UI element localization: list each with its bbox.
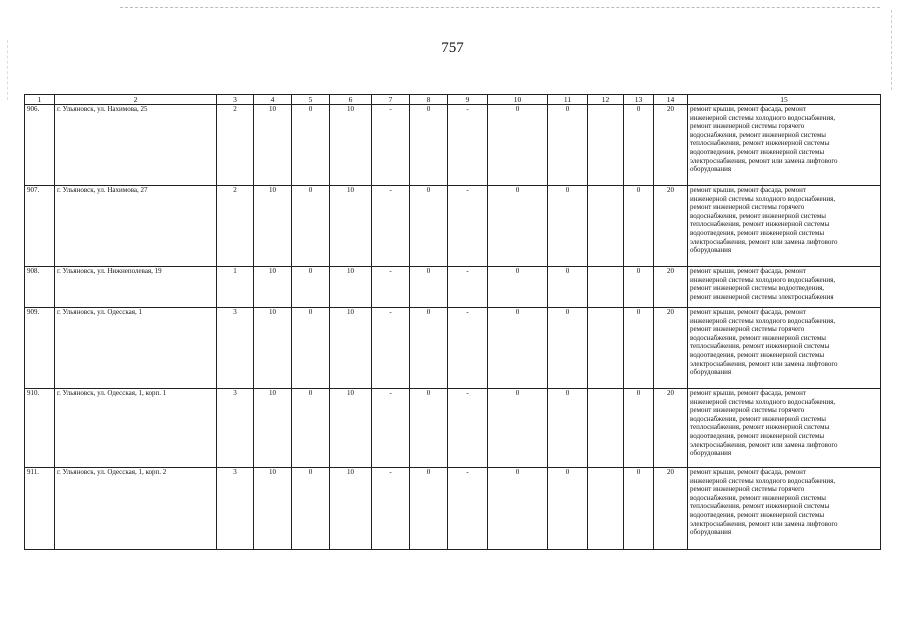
column-header: 12 <box>588 95 624 105</box>
cell-col4: 10 <box>254 468 292 550</box>
column-header: 3 <box>217 95 254 105</box>
works-cell: ремонт крыши, ремонт фасада, ремонт инженерной системы холодного водоснабжения, ремонт инженерной системы водоотведения, ремонт инженерной системы электроснабжения <box>688 267 881 308</box>
table-row <box>25 186 881 267</box>
cell-col14: 20 <box>654 389 688 468</box>
cell-col7: - <box>372 267 410 308</box>
cell-col5: 0 <box>292 267 330 308</box>
table-row <box>25 468 881 550</box>
cell-col4: 10 <box>254 389 292 468</box>
cell-col6: 10 <box>330 186 372 267</box>
row-number: 907. <box>25 186 55 267</box>
address-cell: г. Ульяновск, ул. Одесская, 1 <box>55 308 217 389</box>
table-row <box>25 105 881 186</box>
cell-col3: 3 <box>217 468 254 550</box>
cell-col12 <box>588 267 624 308</box>
cell-col6: 10 <box>330 389 372 468</box>
cell-col9: - <box>448 105 488 186</box>
cell-col12 <box>588 389 624 468</box>
cell-col10: 0 <box>488 468 548 550</box>
cell-col13: 0 <box>624 186 654 267</box>
cell-col9: - <box>448 389 488 468</box>
cell-col3: 2 <box>217 105 254 186</box>
cell-col7: - <box>372 105 410 186</box>
table-row <box>25 308 881 389</box>
column-header: 10 <box>488 95 548 105</box>
cell-col8: 0 <box>410 267 448 308</box>
cell-col5: 0 <box>292 468 330 550</box>
column-header: 4 <box>254 95 292 105</box>
cell-col14: 20 <box>654 105 688 186</box>
address-cell: г. Ульяновск, ул. Нахимова, 25 <box>55 105 217 186</box>
column-header: 11 <box>548 95 588 105</box>
cell-col6: 10 <box>330 308 372 389</box>
cell-col5: 0 <box>292 186 330 267</box>
scan-border-top <box>120 7 880 8</box>
cell-col8: 0 <box>410 468 448 550</box>
cell-col3: 3 <box>217 308 254 389</box>
registry-table <box>24 94 881 550</box>
cell-col4: 10 <box>254 105 292 186</box>
address-cell: г. Ульяновск, ул. Одесская, 1, корп. 2 <box>55 468 217 550</box>
column-header: 7 <box>372 95 410 105</box>
address-cell: г. Ульяновск, ул. Нахимова, 27 <box>55 186 217 267</box>
cell-col8: 0 <box>410 105 448 186</box>
row-number: 908. <box>25 267 55 308</box>
works-cell: ремонт крыши, ремонт фасада, ремонт инженерной системы холодного водоснабжения, ремонт инженерной системы горячего водоснабжения, ремонт инженерной системы теплоснабжения, ремонт инженерной системы водоотведения, ремонт инженерной системы электроснабжения, ремонт или замена лифтового оборудования <box>688 105 881 186</box>
table-row <box>25 267 881 308</box>
cell-col3: 3 <box>217 389 254 468</box>
cell-col13: 0 <box>624 389 654 468</box>
cell-col10: 0 <box>488 105 548 186</box>
cell-col5: 0 <box>292 308 330 389</box>
cell-col14: 20 <box>654 267 688 308</box>
cell-col11: 0 <box>548 267 588 308</box>
cell-col11: 0 <box>548 105 588 186</box>
cell-col5: 0 <box>292 105 330 186</box>
column-header: 5 <box>292 95 330 105</box>
works-cell: ремонт крыши, ремонт фасада, ремонт инженерной системы холодного водоснабжения, ремонт инженерной системы горячего водоснабжения, ремонт инженерной системы теплоснабжения, ремонт инженерной системы водоотведения, ремонт инженерной системы электроснабжения, ремонт или замена лифтового оборудования <box>688 308 881 389</box>
works-cell: ремонт крыши, ремонт фасада, ремонт инженерной системы холодного водоснабжения, ремонт инженерной системы горячего водоснабжения, ремонт инженерной системы теплоснабжения, ремонт инженерной системы водоотведения, ремонт инженерной системы электроснабжения, ремонт или замена лифтового оборудования <box>688 186 881 267</box>
column-header: 9 <box>448 95 488 105</box>
address-cell: г. Ульяновск, ул. Одесская, 1, корп. 1 <box>55 389 217 468</box>
works-cell: ремонт крыши, ремонт фасада, ремонт инженерной системы холодного водоснабжения, ремонт инженерной системы горячего водоснабжения, ремонт инженерной системы теплоснабжения, ремонт инженерной системы водоотведения, ремонт инженерной системы электроснабжения, ремонт или замена лифтового оборудования <box>688 389 881 468</box>
cell-col9: - <box>448 468 488 550</box>
address-cell: г. Ульяновск, ул. Нижнеполевая, 19 <box>55 267 217 308</box>
column-header: 2 <box>55 95 217 105</box>
cell-col10: 0 <box>488 308 548 389</box>
row-number: 911. <box>25 468 55 550</box>
cell-col13: 0 <box>624 105 654 186</box>
cell-col11: 0 <box>548 308 588 389</box>
cell-col12 <box>588 468 624 550</box>
cell-col14: 20 <box>654 468 688 550</box>
row-number: 909. <box>25 308 55 389</box>
cell-col4: 10 <box>254 308 292 389</box>
cell-col11: 0 <box>548 468 588 550</box>
cell-col9: - <box>448 186 488 267</box>
cell-col8: 0 <box>410 308 448 389</box>
cell-col7: - <box>372 186 410 267</box>
cell-col7: - <box>372 389 410 468</box>
cell-col9: - <box>448 267 488 308</box>
cell-col11: 0 <box>548 389 588 468</box>
cell-col5: 0 <box>292 389 330 468</box>
cell-col12 <box>588 308 624 389</box>
cell-col14: 20 <box>654 308 688 389</box>
cell-col12 <box>588 105 624 186</box>
cell-col13: 0 <box>624 308 654 389</box>
cell-col7: - <box>372 308 410 389</box>
cell-col8: 0 <box>410 389 448 468</box>
cell-col8: 0 <box>410 186 448 267</box>
cell-col11: 0 <box>548 186 588 267</box>
cell-col13: 0 <box>624 267 654 308</box>
column-header: 6 <box>330 95 372 105</box>
cell-col3: 1 <box>217 267 254 308</box>
cell-col9: - <box>448 308 488 389</box>
page-number: 757 <box>441 40 464 56</box>
cell-col6: 10 <box>330 105 372 186</box>
header-row <box>25 95 881 105</box>
cell-col10: 0 <box>488 267 548 308</box>
cell-col6: 10 <box>330 267 372 308</box>
column-header: 1 <box>25 95 55 105</box>
cell-col6: 10 <box>330 468 372 550</box>
table-row <box>25 389 881 468</box>
cell-col7: - <box>372 468 410 550</box>
cell-col13: 0 <box>624 468 654 550</box>
column-header: 8 <box>410 95 448 105</box>
column-header: 13 <box>624 95 654 105</box>
cell-col4: 10 <box>254 186 292 267</box>
works-cell: ремонт крыши, ремонт фасада, ремонт инженерной системы холодного водоснабжения, ремонт инженерной системы горячего водоснабжения, ремонт инженерной системы теплоснабжения, ремонт инженерной системы водоотведения, ремонт инженерной системы электроснабжения, ремонт или замена лифтового оборудования <box>688 468 881 550</box>
row-number: 910. <box>25 389 55 468</box>
row-number: 906. <box>25 105 55 186</box>
cell-col14: 20 <box>654 186 688 267</box>
column-header: 14 <box>654 95 688 105</box>
cell-col4: 10 <box>254 267 292 308</box>
cell-col10: 0 <box>488 186 548 267</box>
column-header: 15 <box>688 95 881 105</box>
cell-col3: 2 <box>217 186 254 267</box>
cell-col10: 0 <box>488 389 548 468</box>
cell-col12 <box>588 186 624 267</box>
